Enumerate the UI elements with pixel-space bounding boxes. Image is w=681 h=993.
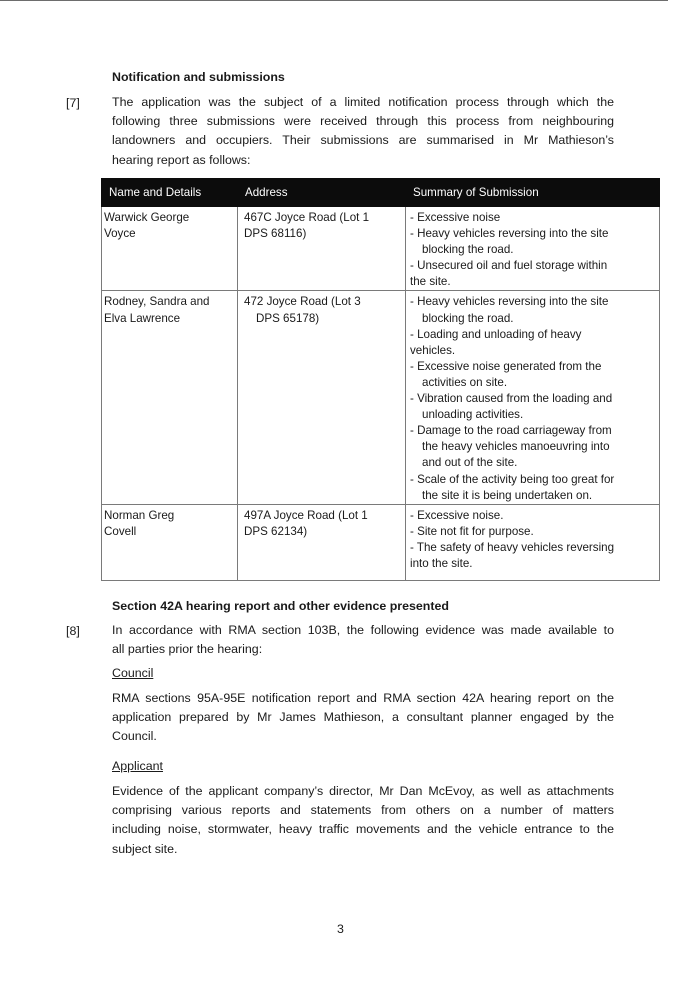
- applicant-subheading: Applicant: [112, 759, 163, 773]
- column-header-summary: Summary of Submission: [406, 179, 660, 207]
- table-row: [102, 504, 660, 580]
- paragraph-line: application prepared by Mr James Mathieson, a consultant planner engaged by the: [112, 710, 614, 725]
- submitter-name: Rodney, Sandra and Elva Lawrence: [102, 291, 238, 504]
- submissions-table: [101, 178, 659, 575]
- paragraph-line: all parties prior the hearing:: [112, 642, 263, 657]
- paragraph-line: subject site.: [112, 841, 178, 856]
- submitter-address: 472 Joyce Road (Lot 3 DPS 65178): [238, 291, 406, 504]
- submitter-address: 497A Joyce Road (Lot 1 DPS 62134): [238, 504, 406, 580]
- paragraph-line: comprising various reports and statements from others on a number of matters: [112, 803, 614, 818]
- submitter-address: 467C Joyce Road (Lot 1 DPS 68116): [238, 207, 406, 291]
- column-header-address: Address: [238, 179, 406, 207]
- table-row: [102, 207, 660, 291]
- table-header-row: [102, 179, 660, 207]
- paragraph-line: following three submissions were received through this process from neighbouring: [112, 114, 614, 129]
- section-heading-notification: Notification and submissions: [112, 70, 285, 84]
- paragraph-number-8: [8]: [66, 624, 80, 638]
- paragraph-line: RMA sections 95A-95E notification report and RMA section 42A hearing report on the: [112, 691, 614, 705]
- submission-summary: - Excessive noise - Heavy vehicles reversing into the site blocking the road. - Unsecured oil and fuel storage within the site.: [406, 207, 660, 291]
- paragraph-line: landowners and occupiers. Their submissions are summarised in Mr Mathieson’s: [112, 133, 614, 148]
- applicant-paragraph: [112, 782, 614, 859]
- column-header-name: Name and Details: [102, 179, 238, 207]
- page-number: 3: [337, 922, 344, 936]
- submission-summary: - Excessive noise. - Site not fit for purpose. - The safety of heavy vehicles reversing into the site.: [406, 504, 660, 580]
- council-paragraph: [112, 689, 614, 747]
- paragraph-8: [112, 621, 614, 659]
- submission-summary: - Heavy vehicles reversing into the site blocking the road. - Loading and unloading of heavy vehicles. - Excessive noise generated from the activities on site. - Vibration caused from the loading and unloading activities. - Damage to the road carriageway from the heavy vehicles manoeuvring into and out of the site. - Scale of the activity being too great for the site it is being undertaken on.: [406, 291, 660, 504]
- submitter-name: Warwick George Voyce: [102, 207, 238, 291]
- paragraph-line: Evidence of the applicant company’s director, Mr Dan McEvoy, as well as attachments: [112, 784, 614, 798]
- paragraph-line: Council.: [112, 729, 157, 744]
- paragraph-number-7: [7]: [66, 96, 80, 110]
- council-subheading: Council: [112, 666, 154, 680]
- paragraph-line: The application was the subject of a limited notification process through which the: [112, 95, 614, 109]
- paragraph-line: hearing report as follows:: [112, 152, 251, 167]
- table-row: [102, 291, 660, 504]
- top-rule: [0, 0, 668, 1]
- paragraph-line: including noise, stormwater, heavy traffic movements and the vehicle entrance to the: [112, 822, 614, 837]
- section-heading-42a: Section 42A hearing report and other evidence presented: [112, 599, 449, 613]
- paragraph-7: [112, 93, 614, 170]
- submitter-name: Norman Greg Covell: [102, 504, 238, 580]
- paragraph-line: In accordance with RMA section 103B, the following evidence was made available to: [112, 623, 614, 637]
